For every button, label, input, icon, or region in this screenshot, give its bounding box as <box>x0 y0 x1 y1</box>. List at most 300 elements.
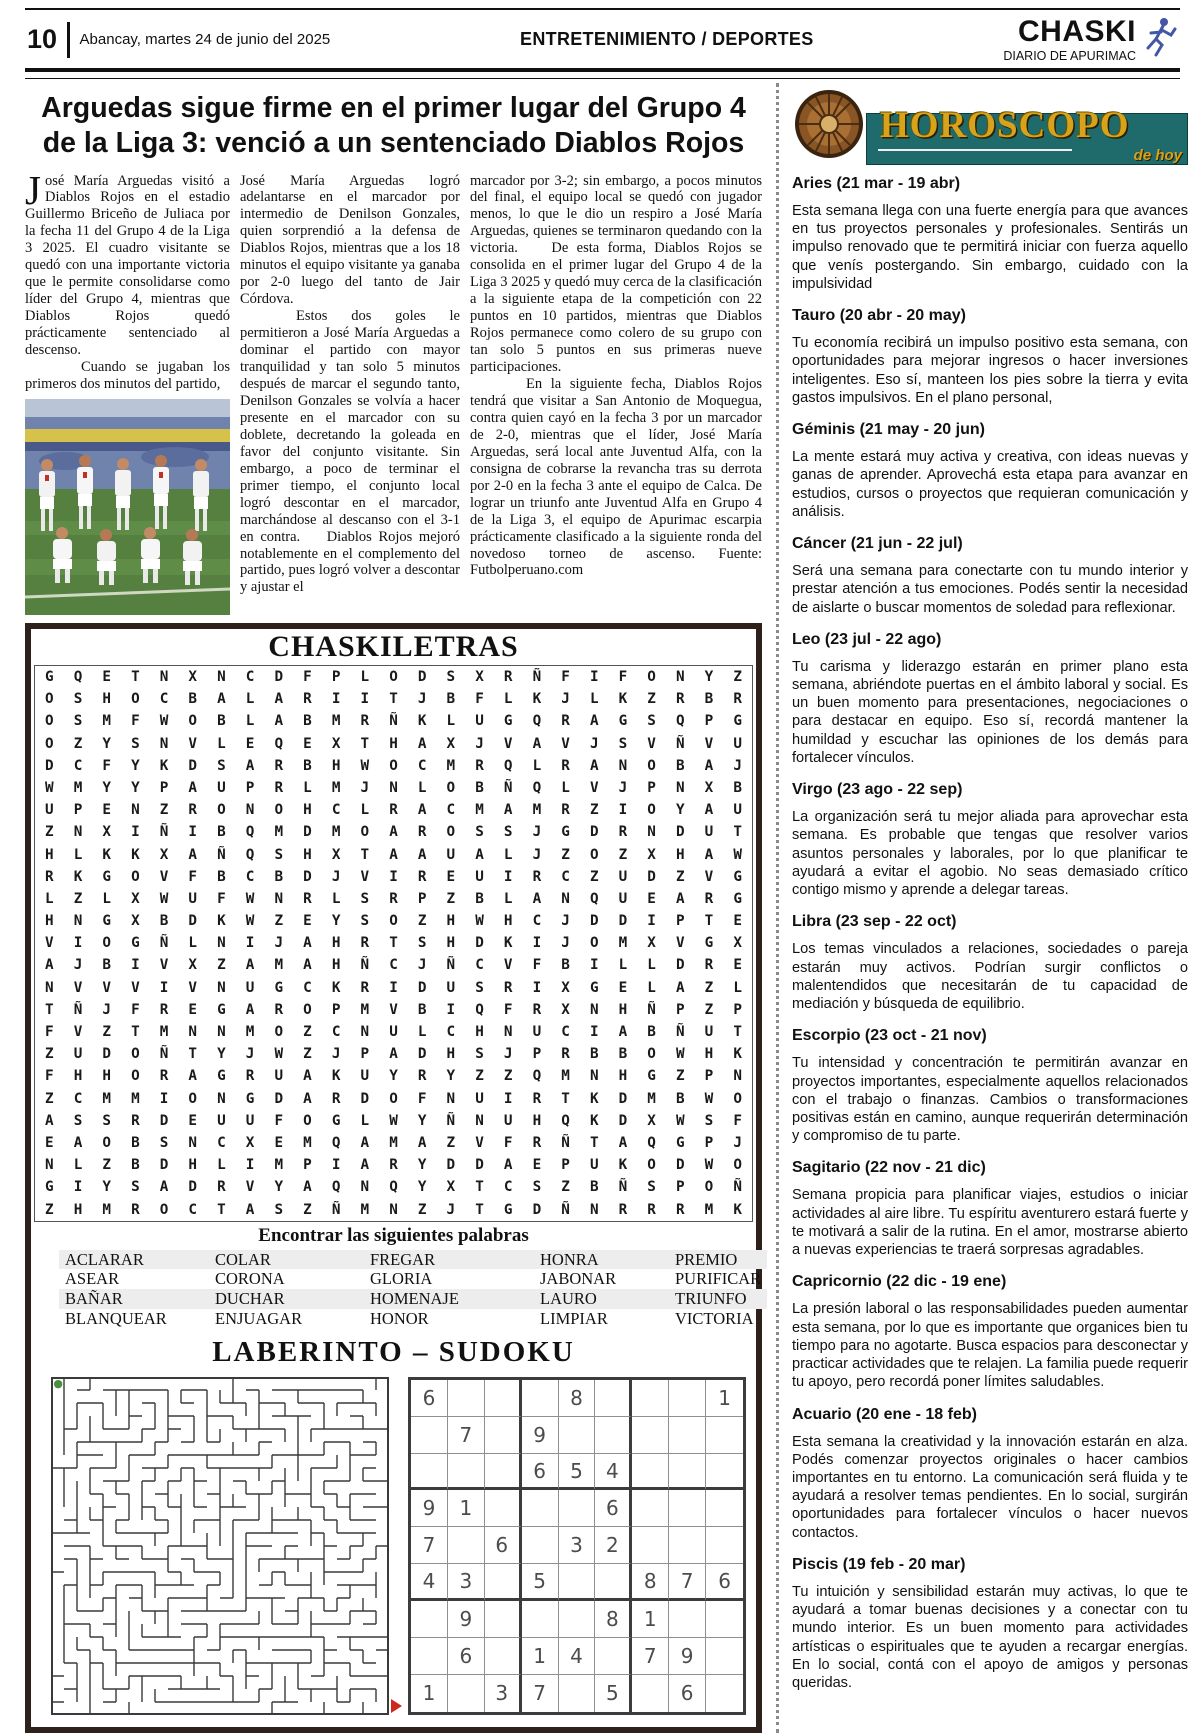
sudoku-cell: 3 <box>448 1564 485 1601</box>
wordsearch-letter: Z <box>417 1201 427 1218</box>
sudoku-cell: 6 <box>522 1454 559 1491</box>
wordsearch-letter: J <box>274 935 284 952</box>
wordsearch-letter: B <box>274 868 284 885</box>
wordsearch-letter: N <box>217 979 226 996</box>
wordsearch-letter: R <box>475 757 484 774</box>
wordsearch-letter: R <box>532 1001 542 1018</box>
wordsearch-letter: Z <box>45 1046 54 1063</box>
wordsearch-letter: P <box>704 713 714 730</box>
wordsearch-letter: R <box>389 890 398 907</box>
wordsearch-letter: H <box>704 1046 714 1063</box>
wordsearch-letter: Z <box>446 890 456 907</box>
wordsearch-letter: F <box>733 1112 742 1129</box>
wordsearch-letter: Ñ <box>159 935 169 952</box>
wordsearch-letter: O <box>647 757 656 774</box>
wordsearch-letter: W <box>704 1157 714 1174</box>
wordsearch-letter: E <box>446 868 456 885</box>
wordsearch-letter: N <box>159 669 169 686</box>
wordsearch-letter: I <box>532 935 542 952</box>
sudoku-cell <box>632 1490 669 1527</box>
wordsearch-letter: C <box>331 802 341 819</box>
wordsearch-letter: B <box>647 1024 656 1041</box>
wordsearch-letter: M <box>73 779 83 796</box>
header-rule-heavy <box>25 68 1180 72</box>
horoscope-signs <box>792 175 1188 1692</box>
wordsearch-letter: J <box>360 779 370 796</box>
wordsearch-letter: F <box>102 757 111 774</box>
wordsearch-letter: I <box>618 802 628 819</box>
wordsearch-letter: T <box>389 691 398 708</box>
wordsearch-letter: K <box>589 1090 599 1107</box>
wordsearch-letter: G <box>45 1179 54 1196</box>
wordsearch-letter: N <box>589 1001 599 1018</box>
wordsearch-letter: B <box>589 1179 599 1196</box>
sudoku-cell: 7 <box>522 1675 559 1712</box>
wordsearch-letter: C <box>245 669 255 686</box>
wordsearch-letter: T <box>733 1024 742 1041</box>
sudoku-cell <box>632 1417 669 1454</box>
wordsearch-letter: B <box>303 757 312 774</box>
wordsearch-letter: I <box>188 824 198 841</box>
sudoku-cell <box>669 1380 706 1417</box>
wordsearch-letter: F <box>45 1068 54 1085</box>
wordsearch-letter: N <box>274 890 284 907</box>
wordsearch-letter: Q <box>475 1001 484 1018</box>
wordsearch-letter: B <box>704 691 714 708</box>
wordsearch-letter: Ñ <box>647 1001 656 1018</box>
wordsearch-letter: Y <box>102 779 111 796</box>
wordsearch-letter: U <box>360 1068 370 1085</box>
sign-heading: Piscis (19 feb - 20 mar) <box>792 1555 966 1573</box>
sudoku-cell <box>411 1417 448 1454</box>
wordsearch-letter: B <box>102 957 111 974</box>
wordsearch-letter: A <box>389 846 398 863</box>
wordsearch-letter: N <box>188 1134 198 1151</box>
wordsearch-letter: B <box>303 713 312 730</box>
wordsearch-letter: G <box>561 824 570 841</box>
wordsearch-letter: I <box>245 935 255 952</box>
sign-text: Esta semana llega con una fuerte energía para que avances en tus proyectos personales y profesionales. Sentirás un impulso renovado que te permitirá iniciar con fuerza aquello que venís postergando. Sin embargo, cuidado con la impulsividad <box>792 203 1188 292</box>
wordsearch-letter: Y <box>217 1046 226 1063</box>
wordsearch-letter: Z <box>417 913 427 930</box>
wordsearch-letter: W <box>389 1112 398 1129</box>
wordsearch-letter: E <box>618 979 628 996</box>
wordsearch-letter: W <box>159 713 169 730</box>
wordsearch-letter: C <box>561 868 570 885</box>
horoscope-banner <box>792 85 1188 165</box>
wordsearch-letter: H <box>331 935 341 952</box>
sign-heading: Sagitario (22 nov - 21 dic) <box>792 1159 986 1177</box>
word-item: LIMPIAR <box>540 1309 608 1328</box>
wordsearch-letter: U <box>618 868 628 885</box>
sudoku-cell: 4 <box>595 1454 632 1491</box>
wordsearch-letter: F <box>45 1024 54 1041</box>
wordsearch-letter: A <box>303 1068 312 1085</box>
wordsearch-letter: Z <box>561 846 570 863</box>
wordsearch-letter: I <box>245 1157 255 1174</box>
wordsearch-letter: N <box>217 1090 226 1107</box>
wordsearch-letter: L <box>417 779 427 796</box>
wordsearch-letter: V <box>159 957 169 974</box>
wordsearch-letter: X <box>647 1112 656 1129</box>
wordsearch-letter: G <box>217 1068 226 1085</box>
wordsearch-letter: Ñ <box>159 824 169 841</box>
wordsearch-letter: R <box>331 1090 341 1107</box>
wordsearch-letter: A <box>188 779 198 796</box>
wordsearch-letter: A <box>532 735 542 752</box>
wordsearch-letter: H <box>45 846 54 863</box>
wordsearch-letter: J <box>331 1046 341 1063</box>
wordsearch-letter: Y <box>417 1112 427 1129</box>
word-item: VICTORIA <box>675 1309 754 1328</box>
wordsearch-letter: S <box>446 669 456 686</box>
wordsearch-letter: S <box>102 1112 111 1129</box>
maze-exit-arrow <box>391 1699 402 1713</box>
word-item: HONRA <box>534 1250 669 1270</box>
wordsearch-letter: Q <box>73 669 83 686</box>
wordsearch-letter: A <box>417 846 427 863</box>
wordsearch-letter: K <box>589 1112 599 1129</box>
wordsearch-letter: U <box>188 890 198 907</box>
wordsearch-letter: S <box>73 1112 83 1129</box>
wordsearch-letter: P <box>675 913 685 930</box>
wordsearch-letter: F <box>561 669 570 686</box>
wordsearch-letter: S <box>131 1179 140 1196</box>
sudoku-cell: 8 <box>559 1380 596 1417</box>
wordsearch-letter: G <box>245 1090 255 1107</box>
wordsearch-letter: Ñ <box>217 846 226 863</box>
word-item: JABONAR <box>540 1269 617 1289</box>
wordsearch-letter: I <box>73 1179 83 1196</box>
wordsearch-letter: R <box>245 1068 255 1085</box>
word-item: CORONA <box>215 1269 285 1289</box>
wordsearch-letter: R <box>131 1112 140 1129</box>
wordsearch-letter: G <box>45 669 54 686</box>
wordsearch-letter: N <box>45 1157 54 1174</box>
main-column <box>25 83 762 1733</box>
wordsearch-letter: Z <box>45 824 54 841</box>
wordsearch-letter: V <box>73 979 83 996</box>
wordsearch-letter: U <box>704 824 714 841</box>
sudoku-cell <box>559 1490 596 1527</box>
wordsearch-letter: Z <box>446 1134 456 1151</box>
wordsearch-letter: T <box>131 669 140 686</box>
wordsearch-letter: L <box>647 957 656 974</box>
wordsearch-letter: R <box>131 1201 140 1218</box>
wordsearch-letter: O <box>704 1179 714 1196</box>
wordsearch-letter: R <box>159 1068 169 1085</box>
wordsearch-letter: O <box>360 824 370 841</box>
wordsearch-letter: N <box>131 802 140 819</box>
wordsearch-letter: I <box>131 957 140 974</box>
wordsearch-letter: H <box>45 913 54 930</box>
wordsearch-letter: R <box>389 1157 398 1174</box>
wordsearch-letter: H <box>102 1068 111 1085</box>
wordsearch-letter: I <box>589 669 599 686</box>
wordsearch-letter: Q <box>647 1134 656 1151</box>
wordsearch-letter: G <box>503 1201 513 1218</box>
maze-svg <box>51 1377 403 1717</box>
wordsearch-letter: E <box>102 802 111 819</box>
wordsearch-letter: G <box>618 713 628 730</box>
word-item: ACLARAR <box>59 1250 209 1270</box>
wordsearch-letter: D <box>417 979 427 996</box>
wordsearch-letter: J <box>589 735 599 752</box>
wordsearch-letter: Y <box>704 669 714 686</box>
wordsearch-letter: N <box>245 802 255 819</box>
sudoku-cell <box>669 1454 706 1491</box>
wordsearch-letter: A <box>360 1134 370 1151</box>
wordsearch-letter: V <box>589 779 599 796</box>
wordsearch-letter: U <box>217 1112 226 1129</box>
sudoku-cell <box>632 1454 669 1491</box>
sudoku-cell <box>706 1417 743 1454</box>
wordsearch-letter: L <box>532 757 542 774</box>
wordsearch-letter: V <box>561 735 570 752</box>
wordsearch-letter: U <box>45 802 54 819</box>
wordsearch-letter: M <box>274 1157 284 1174</box>
article-photo <box>25 399 230 615</box>
wordsearch-letter: J <box>245 1046 255 1063</box>
wordsearch-letter: R <box>417 824 427 841</box>
wordsearch-letter: X <box>188 957 198 974</box>
wordsearch-letter: R <box>647 1201 656 1218</box>
wordsearch-letter: W <box>45 779 54 796</box>
sign-text: Será una semana para conectarte con tu mundo interior y prestar atención a tus emociones. Podés sentir la necesidad de aislarte o buscar momentos de soledad para reflexionar. <box>792 563 1188 616</box>
wordsearch-letter: M <box>102 1201 111 1218</box>
wordsearch-letter: K <box>159 757 169 774</box>
page-content <box>0 83 1200 1733</box>
sudoku-cell <box>632 1380 669 1417</box>
wordsearch-letter: L <box>360 669 370 686</box>
wordsearch-letter: S <box>475 1046 484 1063</box>
wordsearch-letter: T <box>475 1201 484 1218</box>
wordsearch-letter: I <box>331 1157 341 1174</box>
sudoku-cell: 9 <box>669 1638 706 1675</box>
puzzle-box <box>25 623 762 1733</box>
wordsearch-letter: I <box>589 957 599 974</box>
wordsearch-letter: Z <box>102 1157 111 1174</box>
sudoku-cell <box>669 1527 706 1564</box>
wordsearch-letter: F <box>274 1112 284 1129</box>
wordsearch-letter: D <box>675 957 685 974</box>
wordsearch-letter: M <box>561 1068 570 1085</box>
sudoku-cell: 8 <box>632 1564 669 1601</box>
header-divider <box>67 22 70 58</box>
header-rule-thin <box>25 78 1180 79</box>
wordsearch-letter: A <box>303 957 312 974</box>
wordsearch-letter: G <box>102 913 111 930</box>
wordsearch-words <box>31 1249 762 1331</box>
wordsearch-letter: X <box>733 935 742 952</box>
wordsearch-letter: D <box>532 1201 542 1218</box>
wordsearch-letter: P <box>561 1157 570 1174</box>
wordsearch-letter: L <box>360 1112 370 1129</box>
wordsearch-letter: M <box>618 935 628 952</box>
wordsearch-letter: R <box>360 935 370 952</box>
wordsearch-letter: S <box>360 890 370 907</box>
wordsearch-letter: D <box>274 669 284 686</box>
wordsearch-letter: X <box>704 779 714 796</box>
wordsearch-letter: V <box>102 979 111 996</box>
wordsearch-find-heading: Encontrar las siguientes palabras <box>258 1224 529 1246</box>
wordsearch-letter: Y <box>389 1068 398 1085</box>
wordsearch-letter: R <box>561 757 570 774</box>
wordsearch-letter: H <box>389 735 398 752</box>
sudoku-cell <box>448 1527 485 1564</box>
wordsearch-letter: E <box>45 1134 54 1151</box>
wordsearch-letter: S <box>417 935 427 952</box>
wordsearch-letter: H <box>446 1046 456 1063</box>
wordsearch-letter: Z <box>733 669 742 686</box>
wordsearch-letter: V <box>704 735 714 752</box>
wordsearch-letter: M <box>131 1090 140 1107</box>
wordsearch-letter: G <box>733 868 742 885</box>
wordsearch-letter: B <box>131 1157 140 1174</box>
wordsearch-letter: W <box>274 1046 284 1063</box>
sudoku-cell <box>448 1454 485 1491</box>
sudoku-cell: 9 <box>448 1601 485 1638</box>
wordsearch-letter: F <box>618 669 628 686</box>
wordsearch-letter: T <box>561 1090 570 1107</box>
wordsearch-letter: D <box>618 913 628 930</box>
wordsearch-letter: D <box>303 824 312 841</box>
sign-heading: Escorpio (23 oct - 21 nov) <box>792 1027 987 1045</box>
wordsearch-letter: E <box>245 735 255 752</box>
wordsearch-letter: C <box>475 957 484 974</box>
article-paragraph: Estos dos goles le permitieron a José María Arguedas a dominar el partido con mayor tranquilidad y tan solo 5 minutos después de marcar el segundo tanto, Denilson Gonzales se volvía a hacer presente en el marcador con su doblete, decretando la goleada en favor del conjunto visitante. Sin embargo, a poco de terminar el primer tiempo, el conjunto local logró descontar en el marcador, marchándose al descanso con el 3-1 en contra. Diablos Rojos mejoró notablemente en el complemento del partido, pues logró volver a descontar y ajustar el <box>240 308 460 596</box>
wordsearch-letter: S <box>475 979 484 996</box>
sudoku-cell <box>559 1675 596 1712</box>
wordsearch-letter: U <box>446 846 456 863</box>
sudoku-cell <box>411 1601 448 1638</box>
wordsearch-letter: O <box>733 1090 742 1107</box>
wordsearch-letter: P <box>704 1068 714 1085</box>
sudoku-cell <box>411 1638 448 1675</box>
word-item: FREGAR <box>364 1250 534 1270</box>
wordsearch-letter: Q <box>589 890 599 907</box>
sudoku-cell: 7 <box>669 1564 706 1601</box>
sudoku-cell: 4 <box>559 1638 596 1675</box>
sudoku-cell: 4 <box>411 1564 448 1601</box>
wordsearch-letter: Z <box>73 890 83 907</box>
wordsearch-letter: Z <box>217 957 226 974</box>
wordsearch-letter: C <box>417 757 427 774</box>
sudoku-cell <box>411 1454 448 1491</box>
wordsearch-letter: T <box>589 1134 599 1151</box>
sudoku-cell <box>669 1490 706 1527</box>
wordsearch-letter: S <box>73 713 83 730</box>
wordsearch-letter: W <box>245 890 255 907</box>
wordsearch-letter: L <box>647 979 656 996</box>
article-paragraph: Cuando se jugaban los primeros dos minutos del partido, <box>25 359 230 392</box>
wordsearch-letter: U <box>733 735 742 752</box>
wordsearch-letter: E <box>274 1134 284 1151</box>
wordsearch-letter: D <box>475 935 484 952</box>
wordsearch-letter: Z <box>303 1046 312 1063</box>
wordsearch-letter: S <box>360 913 370 930</box>
wordsearch-letter: N <box>589 1201 599 1218</box>
wordsearch-letter: W <box>675 1046 685 1063</box>
wordsearch-letter: Y <box>131 779 140 796</box>
wordsearch-letter: F <box>188 868 198 885</box>
sudoku-cell: 3 <box>485 1675 522 1712</box>
wordsearch-letter: B <box>217 868 226 885</box>
wordsearch-letter: L <box>188 935 198 952</box>
wordsearch-letter: C <box>331 1024 341 1041</box>
wordsearch-letter: X <box>188 669 198 686</box>
sign-text: Tu intuición y sensibilidad estarán muy activas, lo que te ayudará a tomar buenas decisiones y a conectar con tu mundo interior. Es un buen momento para actividades artísticas o espirituales que te ayuden a recargar energías. En lo social, contá con el apoyo de amigos y personas queridas. <box>792 1583 1188 1692</box>
horoscope-sign <box>792 421 1188 521</box>
wordsearch-letter: R <box>389 802 398 819</box>
wordsearch-letter: Q <box>331 1179 341 1196</box>
wordsearch-letter: G <box>704 935 714 952</box>
wordsearch-letter: R <box>561 802 570 819</box>
wordsearch-letter: U <box>532 1024 542 1041</box>
wordsearch-letter: Q <box>532 779 542 796</box>
wordsearch-letter: U <box>245 1112 255 1129</box>
word-item: BLANQUEAR <box>65 1309 167 1328</box>
wordsearch-letter: I <box>532 979 542 996</box>
horoscope-sign <box>792 913 1188 1013</box>
wordsearch-letter: X <box>475 669 484 686</box>
wordsearch-letter: A <box>389 1046 398 1063</box>
wordsearch-letter: Ñ <box>331 1201 341 1218</box>
wordsearch-letter: Z <box>589 868 599 885</box>
article-paragraph: marcador por 3-2; sin embargo, a pocos minutos del final, el equipo local se quedó con jugador menos, lo que le dio un respiro a José María Arguedas, quienes se terminaron quedando con la victoria. De esta forma, Diablos Rojos se consolida en el primer lugar del Grupo 4 de la Liga 3 2025 y quedó muy cerca de la clasificación a la siguiente etapa de la competición con 22 puntos en 10 partidos, mientras que Diablos Rojos permanece como colero de su grupo con tan solo 5 puntos en sus primeras nueve participaciones. <box>470 172 762 376</box>
word-item: TRIUNFO <box>669 1289 767 1309</box>
wordsearch-letter: A <box>675 979 685 996</box>
wordsearch-letter: Z <box>704 1001 714 1018</box>
sudoku-cell: 8 <box>595 1601 632 1638</box>
wordsearch-letter: F <box>131 713 140 730</box>
wordsearch-letter: A <box>475 846 484 863</box>
masthead-subtitle: DIARIO DE APURIMAC <box>1003 48 1136 63</box>
wordsearch-letter: W <box>159 890 169 907</box>
wordsearch-letter: R <box>733 691 742 708</box>
wordsearch-letter: F <box>131 1001 140 1018</box>
wordsearch-letter: E <box>647 890 656 907</box>
wordsearch-letter: O <box>159 1201 169 1218</box>
wordsearch-letter: O <box>589 846 599 863</box>
wordsearch-letter: P <box>159 779 169 796</box>
wordsearch-letter: V <box>704 868 714 885</box>
article-column-3 <box>470 173 762 615</box>
word-item: ASEAR <box>65 1269 120 1289</box>
wordsearch-letter: M <box>532 802 542 819</box>
masthead-title: CHASKI <box>1017 14 1136 48</box>
wordsearch-letter: A <box>589 757 599 774</box>
wordsearch-letter: J <box>417 691 427 708</box>
word-item: PREMIO <box>669 1250 767 1270</box>
wordsearch-letter: D <box>475 1157 484 1174</box>
wordsearch-letter: Z <box>303 1024 312 1041</box>
wordsearch-title: CHASKILETRAS <box>268 629 519 663</box>
wordsearch-letter: M <box>360 1001 370 1018</box>
wordsearch-letter: J <box>733 757 742 774</box>
wordsearch-letter: N <box>618 757 628 774</box>
wordsearch-letter: D <box>102 1046 111 1063</box>
wordsearch-letter: U <box>446 979 456 996</box>
sudoku-cell: 6 <box>669 1675 706 1712</box>
wordsearch-letter: A <box>245 1001 255 1018</box>
wordsearch-letter: A <box>675 890 685 907</box>
wordsearch-letter: S <box>131 735 140 752</box>
wordsearch-letter: X <box>561 979 570 996</box>
wordsearch-letter: Z <box>589 802 599 819</box>
word-item: ENJUAGAR <box>215 1309 303 1328</box>
sudoku-cell: 1 <box>632 1601 669 1638</box>
